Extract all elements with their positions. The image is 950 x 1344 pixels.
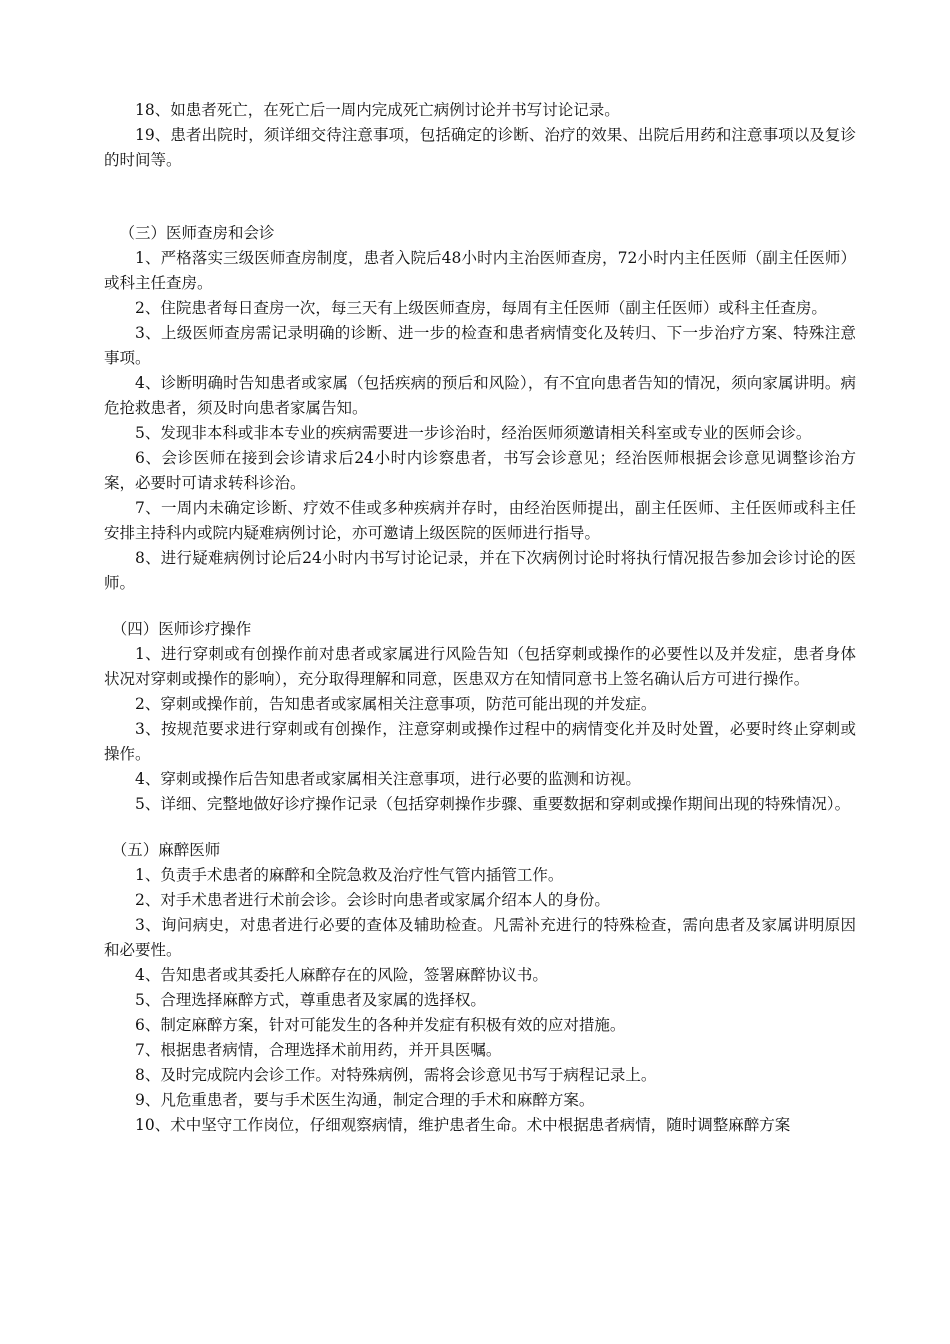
paragraph: 9、凡危重患者，要与手术医生沟通，制定合理的手术和麻醉方案。	[135, 1091, 595, 1109]
paragraph: 5、合理选择麻醉方式，尊重患者及家属的选择权。	[135, 991, 486, 1009]
paragraph: 3、询问病史，对患者进行必要的查体及辅助检查。凡需补充进行的特殊检查，需向患者及家属讲明原因和必要性。	[104, 916, 856, 959]
paragraph: 6、制定麻醉方案，针对可能发生的各种并发症有积极有效的应对措施。	[135, 1016, 626, 1034]
paragraph: 5、详细、完整地做好诊疗操作记录（包括穿刺操作步骤、重要数据和穿刺或操作期间出现的特殊情况）。	[135, 795, 851, 813]
paragraph: 7、根据患者病情，合理选择术前用药，并开具医嘱。	[135, 1041, 502, 1059]
paragraph: 3、按规范要求进行穿刺或有创操作，注意穿刺或操作过程中的病情变化并及时处置，必要时终止穿刺或操作。	[104, 720, 856, 763]
paragraph: 4、告知患者或其委托人麻醉存在的风险，签署麻醉协议书。	[135, 966, 548, 984]
paragraph: 3、上级医师查房需记录明确的诊断、进一步的检查和患者病情变化及转归、下一步治疗方案、特殊注意事项。	[104, 324, 856, 367]
section-gap	[104, 173, 856, 221]
paragraph: 19、患者出院时，须详细交待注意事项，包括确定的诊断、治疗的效果、出院后用药和注意事项以及复诊的时间等。	[104, 126, 856, 169]
paragraph: 8、及时完成院内会诊工作。对特殊病例，需将会诊意见书写于病程记录上。	[135, 1066, 657, 1084]
paragraph: 10、术中坚守工作岗位，仔细观察病情，维护患者生命。术中根据患者病情，随时调整麻醉方案	[135, 1116, 791, 1134]
paragraph: 2、对手术患者进行术前会诊。会诊时向患者或家属介绍本人的身份。	[135, 891, 610, 909]
section-heading: （四）医师诊疗操作	[111, 620, 252, 638]
paragraph: 18、如患者死亡，在死亡后一周内完成死亡病例讨论并书写讨论记录。	[135, 101, 620, 119]
paragraph: 5、发现非本科或非本专业的疾病需要进一步诊治时，经治医师须邀请相关科室或专业的医师会诊。	[135, 424, 812, 442]
paragraph: 1、严格落实三级医师查房制度，患者入院后48小时内主治医师查房，72小时内主任医师（副主任医师）或科主任查房。	[104, 249, 856, 292]
paragraph: 8、进行疑难病例讨论后24小时内书写讨论记录，并在下次病例讨论时将执行情况报告参加会诊讨论的医师。	[104, 549, 856, 592]
section-gap	[104, 817, 856, 838]
paragraph: 1、负责手术患者的麻醉和全院急救及治疗性气管内插管工作。	[135, 866, 564, 884]
document-body	[104, 98, 856, 1138]
paragraph: 4、穿刺或操作后告知患者或家属相关注意事项，进行必要的监测和访视。	[135, 770, 641, 788]
paragraph: 7、一周内未确定诊断、疗效不佳或多种疾病并存时，由经治医师提出，副主任医师、主任医师或科主任安排主持科内或院内疑难病例讨论，亦可邀请上级医院的医师进行指导。	[104, 499, 856, 542]
section-gap	[104, 596, 856, 617]
paragraph: 2、穿刺或操作前，告知患者或家属相关注意事项，防范可能出现的并发症。	[135, 695, 657, 713]
paragraph: 2、住院患者每日查房一次，每三天有上级医师查房，每周有主任医师（副主任医师）或科主任查房。	[135, 299, 827, 317]
section-heading: （三）医师查房和会诊	[119, 224, 275, 242]
paragraph: 4、诊断明确时告知患者或家属（包括疾病的预后和风险），有不宜向患者告知的情况，须向家属讲明。病危抢救患者，须及时向患者家属告知。	[104, 374, 856, 417]
paragraph: 6、会诊医师在接到会诊请求后24小时内诊察患者，书写会诊意见；经治医师根据会诊意见调整诊治方案，必要时可请求转科诊治。	[104, 449, 856, 492]
paragraph: 1、进行穿刺或有创操作前对患者或家属进行风险告知（包括穿刺或操作的必要性以及并发症，患者身体状况对穿刺或操作的影响），充分取得理解和同意，医患双方在知情同意书上签名确认后方可进行操作。	[104, 645, 856, 688]
section-heading: （五）麻醉医师	[111, 841, 221, 859]
